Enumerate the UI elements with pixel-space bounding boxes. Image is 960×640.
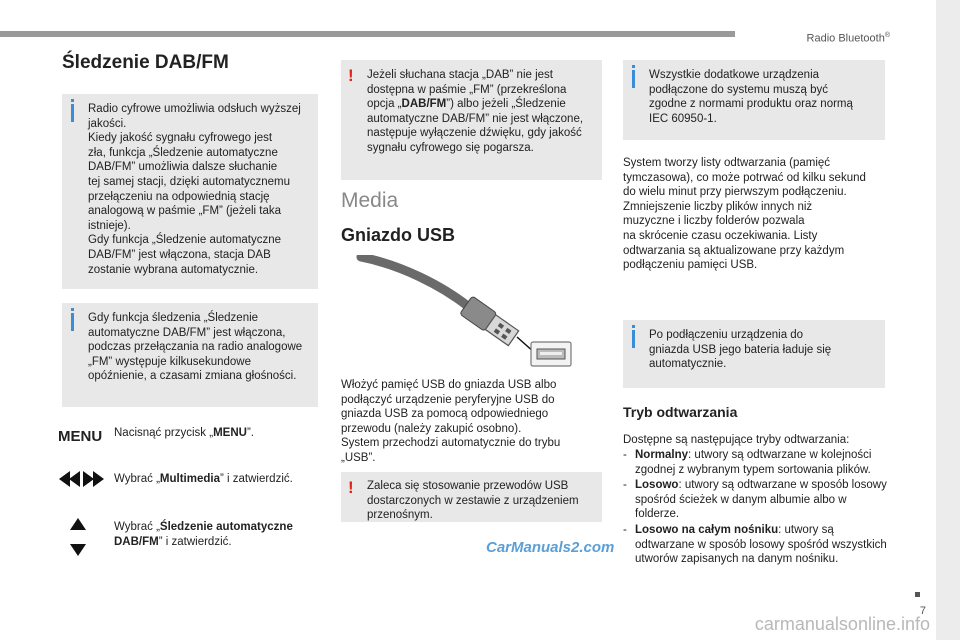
section-title-usb: Gniazdo USB [341, 225, 456, 245]
page-edge-strip [936, 0, 960, 640]
page-marker [915, 592, 920, 597]
step-menu-text: Nacisnąć przycisk „MENU”. [114, 427, 254, 439]
list-item: - Losowo: utwory są odtwarzane w sposób losowy spośród ścieżek w danym albumie albo w folderze. [623, 479, 887, 521]
playlist-text: System tworzy listy odtwarzania (pamięć tymczasowa), co może potrwać od kilku sekund do wielu minut przy pierwszym podłączeniu. Zmniejszenie liczby plików innych niż muzyczne i liczby folderów pozwala na skrócenie czasu oczekiwania. Listy odtwarzania są aktualizowane przy każdym podłączeniu pamięci USB. [623, 157, 866, 272]
warning-box-usb-cables: ! Zaleca się stosowanie przewodów USB dostarczonych w zestawie z urządzeniem przenośnym. [341, 472, 602, 522]
usb-plug-illustration [341, 255, 601, 370]
info-icon [71, 104, 74, 122]
info-box-iec-standard: Wszystkie dodatkowe urządzenia podłączone do systemu muszą być zgodne z normami produktu oraz normą IEC 60950-1. [623, 60, 885, 140]
warning-box-dab-unavailable: ! Jeżeli słuchana stacja „DAB” nie jest dostępna w paśmie „FM” (przekreślona opcja „DAB/FM”) albo jeżeli „Śledzenie automatyczne DAB/FM” nie jest włączone, następuje wyłączenie dźwięku, gdy jakość sygnału cyfrowego się pogarsza. [341, 60, 602, 180]
arrows-up-down-icon [70, 518, 86, 556]
info-box-switch-delay: Gdy funkcja śledzenia „Śledzenie automatyczne DAB/FM” jest włączona, podczas przełączania na radio analogowe „FM” występuje kilkusekundowe opóźnienie, a czasami zmiana głośności. [62, 303, 318, 407]
warning-icon: ! [348, 66, 354, 85]
info-box-battery-charging: Po podłączeniu urządzenia do gniazda USB jego bateria ładuje się automatycznie. [623, 320, 885, 388]
info-icon [71, 313, 74, 331]
warning-icon: ! [348, 478, 354, 497]
step-dab-fm-text: Wybrać „Śledzenie automatyczne DAB/FM” i zatwierdzić. [114, 521, 293, 548]
playback-modes-list [623, 448, 893, 568]
menu-button-icon: MENU [58, 428, 103, 445]
list-item: - Losowo na całym nośniku: utwory są odtwarzane w sposób losowy spośród wszystkich utworów zapisanych na danym nośniku. [623, 523, 887, 566]
step-multimedia-text: Wybrać „Multimedia” i zatwierdzić. [114, 473, 293, 485]
arrows-left-right-icon [59, 471, 105, 487]
playback-intro: Dostępne są następujące tryby odtwarzania: [623, 434, 850, 446]
page-title: Śledzenie DAB/FM [62, 52, 229, 73]
header-bar [0, 31, 735, 37]
info-icon [632, 70, 635, 88]
section-title-media: Media [341, 189, 399, 212]
section-title-playback-mode: Tryb odtwarzania [623, 404, 738, 420]
info-box-dab-description: Radio cyfrowe umożliwia odsłuch wyższej jakości. Kiedy jakość sygnału cyfrowego jest zła, funkcja „Śledzenie automatyczne DAB/FM” umożliwia dalsze słuchanie tej samej stacji, dzięki automatycznemu przełączeniu na odpowiednią stację analogową w paśmie „FM” (jeżeli taka istnieje). Gdy funkcja „Śledzenie automatyczne DAB/FM” jest włączona, stacja DAB zostanie wybrana automatycznie. [62, 94, 318, 289]
list-item: - Normalny: utwory są odtwarzane w kolejności zgodnej z wybranym typem sortowania plików. [623, 449, 872, 476]
watermark-carmanuals2[interactable]: CarManuals2.com [486, 539, 615, 556]
info-icon [632, 330, 635, 348]
watermark-footer[interactable]: carmanualsonline.info [754, 614, 930, 634]
page-number: 7 [919, 605, 926, 617]
chapter-title: Radio Bluetooth® [806, 32, 890, 45]
usb-instructions: Włożyć pamięć USB do gniazda USB albo podłączyć urządzenie peryferyjne USB do gniazda USB za pomocą odpowiedniego przewodu (należy zakupić osobno). System przechodzi automatycznie do trybu „USB”. [341, 379, 561, 464]
